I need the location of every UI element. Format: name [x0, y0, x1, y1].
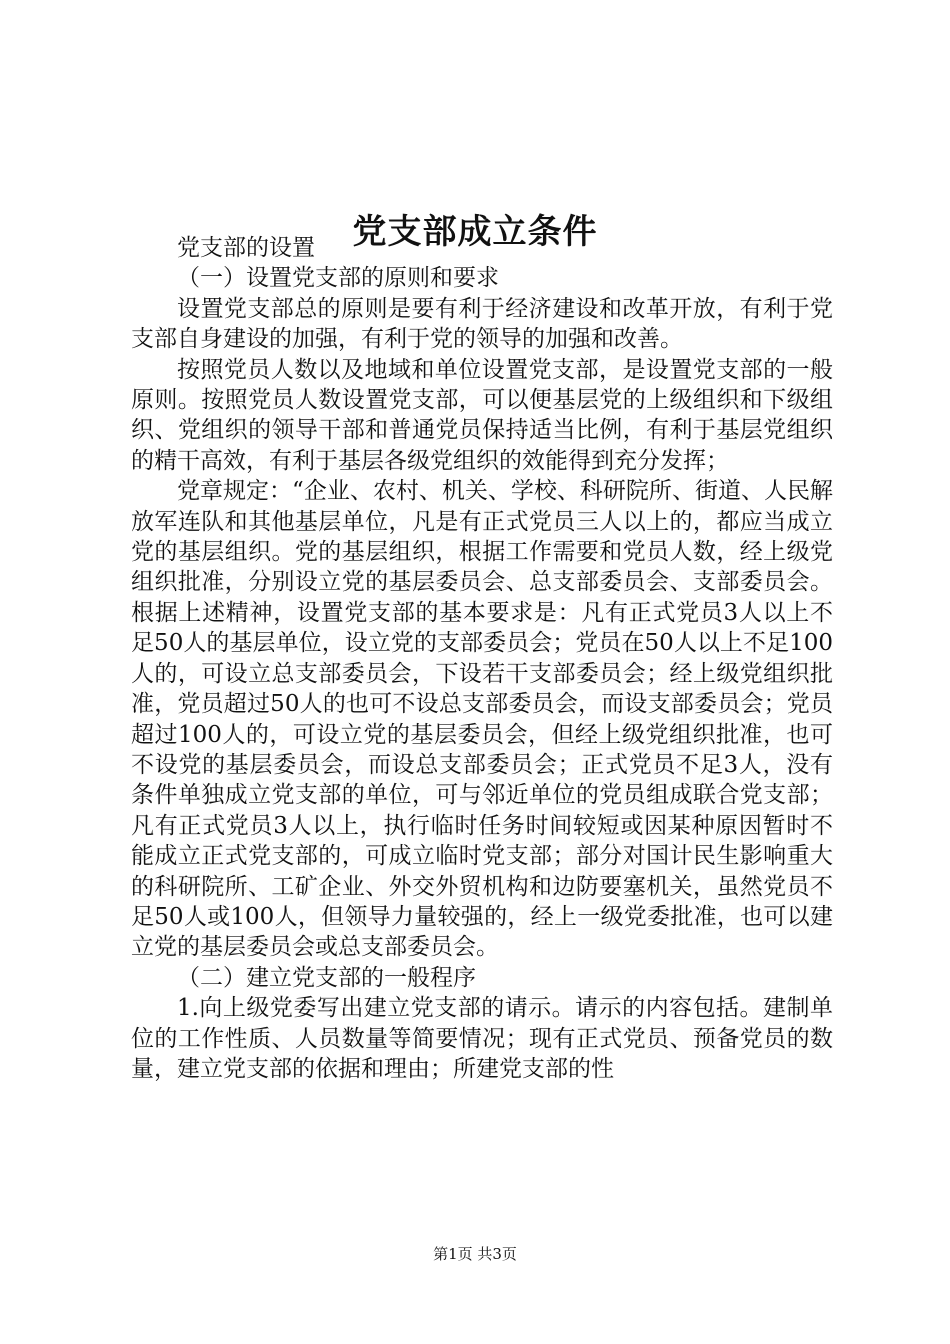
paragraph-subheading-principles: （一）设置党支部的原则和要求 — [177, 265, 499, 292]
document-title: 党支部成立条件 — [352, 211, 598, 252]
paragraph-procedure-step-1: 1.向上级党委写出建立党支部的请示。请示的内容包括。建制单位的工作性质、人员数量等简要情况；现有正式党员、预备党员的数量，建立党支部的依据和理由；所建党支部的性 — [131, 995, 833, 1082]
paragraph-subheading-procedure: （二）建立党支部的一般程序 — [177, 964, 476, 991]
paragraph-member-count: 按照党员人数以及地域和单位设置党支部，是设置党支部的一般原则。按照党员人数设置党支部，可以便基层党的上级组织和下级组织、党组织的领导干部和普通党员保持适当比例，有利于基层党组织的精干高效，有利于基层各级党组织的效能得到充分发挥； — [131, 356, 833, 474]
paragraph-section-heading: 党支部的设置 — [177, 235, 315, 261]
paragraph-general-principle: 设置党支部总的原则是要有利于经济建设和改革开放，有利于党支部自身建设的加强，有利于党的领导的加强和改善。 — [131, 295, 833, 353]
paragraph-party-constitution: 党章规定：“企业、农村、机关、学校、科研院所、街道、人民解放军连队和其他基层单位，凡是有正式党员三人以上的，都应当成立党的基层组织。党的基层组织，根据工作需要和党员人数，经上级党组织批准，分别设立党的基层委员会、总支部委员会、支部委员会。根据上述精神，设置党支部的基本要求是：凡有正式党员3人以上不足50人的基层单位，设立党的支部委员会；党员在50人以上不足100人的，可设立总支部委员会，下设若干支部委员会；经上级党组织批准，党员超过50人的也可不设总支部委员会，而设支部委员会；党员超过100人的，可设立党的基层委员会，但经上级党组织批准，也可不设党的基层委员会，而设总支部委员会；正式党员不足3人，没有条件单独成立党支部的单位，可与邻近单位的党员组成联合党支部；凡有正式党员3人以上，执行临时任务时间较短或因某种原因暂时不能成立正式党支部的，可成立临时党支部；部分对国计民生影响重大的科研院所、工矿企业、外交外贸机构和边防要塞机关，虽然党员不足50人或100人，但领导力量较强的，经上一级党委批准，也可以建立党的基层委员会或总支部委员会。 — [131, 478, 833, 961]
page-number-footer: 第1页 共3页 — [433, 1245, 517, 1263]
document-body — [131, 233, 833, 1084]
